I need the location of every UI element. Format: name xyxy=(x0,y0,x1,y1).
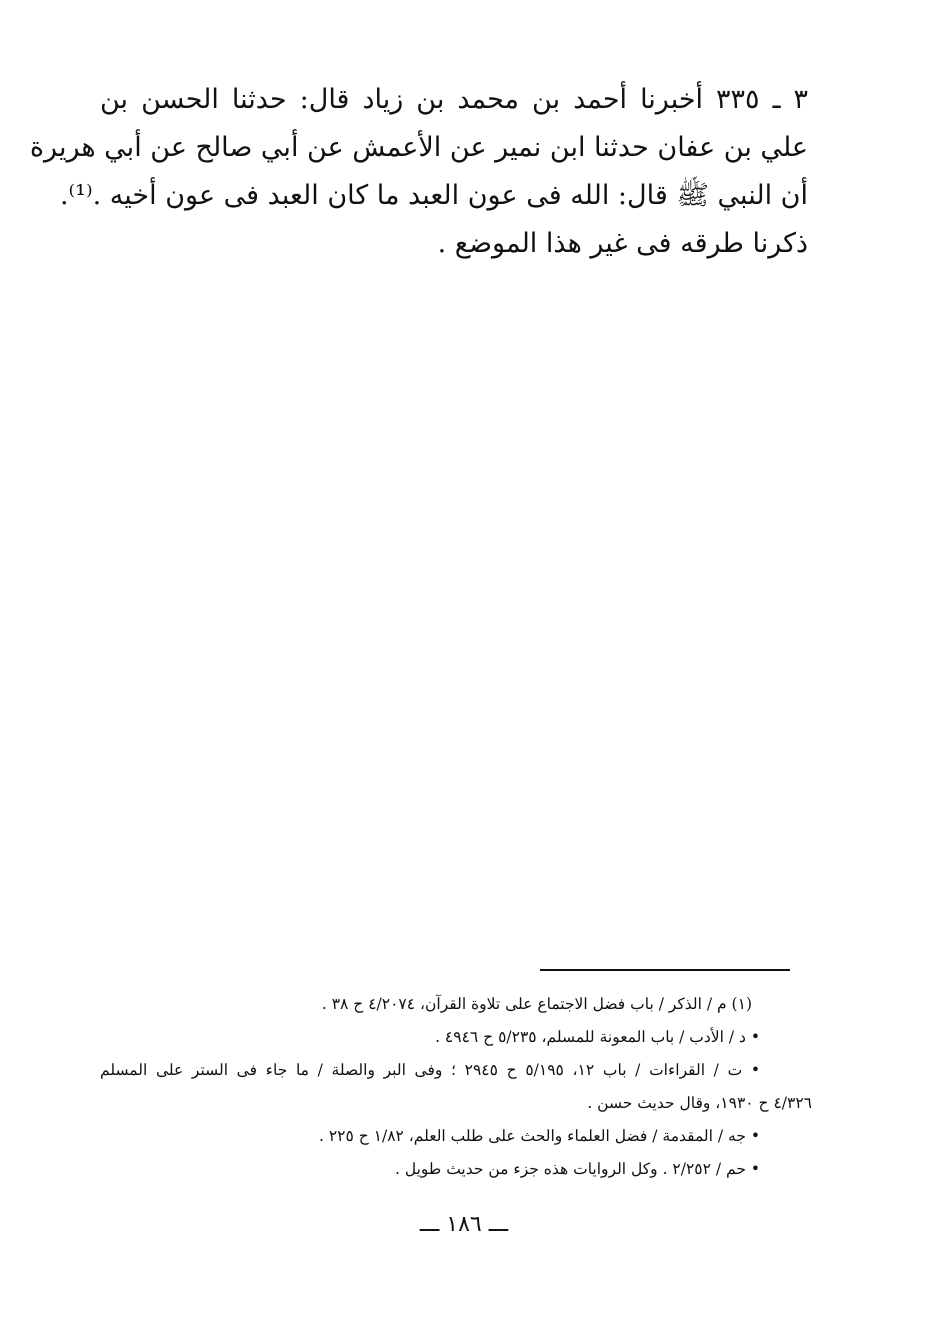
footnote-divider xyxy=(540,969,790,971)
page-number: ـــ ١٨٦ ـــ xyxy=(419,1212,509,1237)
footnote-line: ٤/٣٢٦ ح ١٩٣٠، وقال حديث حسن . xyxy=(587,1094,812,1112)
footnote-line: • ت / القراءات / باب ١٢، ٥/١٩٥ ح ٢٩٤٥ ؛ وفى البر والصلة / ما جاء فى الستر على المسلم xyxy=(100,1061,760,1079)
hadith-line: ٣ ـ ٣٣٥ أخبرنا أحمد بن محمد بن زياد قال: حدثنا الحسن بن xyxy=(100,84,808,115)
hadith-text xyxy=(29,76,808,268)
footnotes xyxy=(100,988,812,1186)
footnote-line: • حم / ٢/٢٥٢ . وكل الروايات هذه جزء من حديث طويل . xyxy=(395,1160,760,1178)
hadith-line: أن النبي ﷺ قال: الله فى عون العبد ما كان العبد فى عون أخيه .⁽¹⁾. xyxy=(59,180,808,211)
footnote-line: • د / الأدب / باب المعونة للمسلم، ٥/٢٣٥ ح ٤٩٤٦ . xyxy=(435,1028,760,1046)
hadith-line: ذكرنا طرقه فى غير هذا الموضع . xyxy=(437,228,808,259)
footnote-line: (١) م / الذكر / باب فضل الاجتماع على تلاوة القرآن، ٤/٢٠٧٤ ح ٣٨ . xyxy=(321,995,752,1013)
footnote-line: • جه / المقدمة / فضل العلماء والحث على طلب العلم، ١/٨٢ ح ٢٢٥ . xyxy=(318,1127,760,1145)
hadith-line: علي بن عفان حدثنا ابن نمير عن الأعمش عن أبي صالح عن أبي هريرة xyxy=(29,132,808,163)
